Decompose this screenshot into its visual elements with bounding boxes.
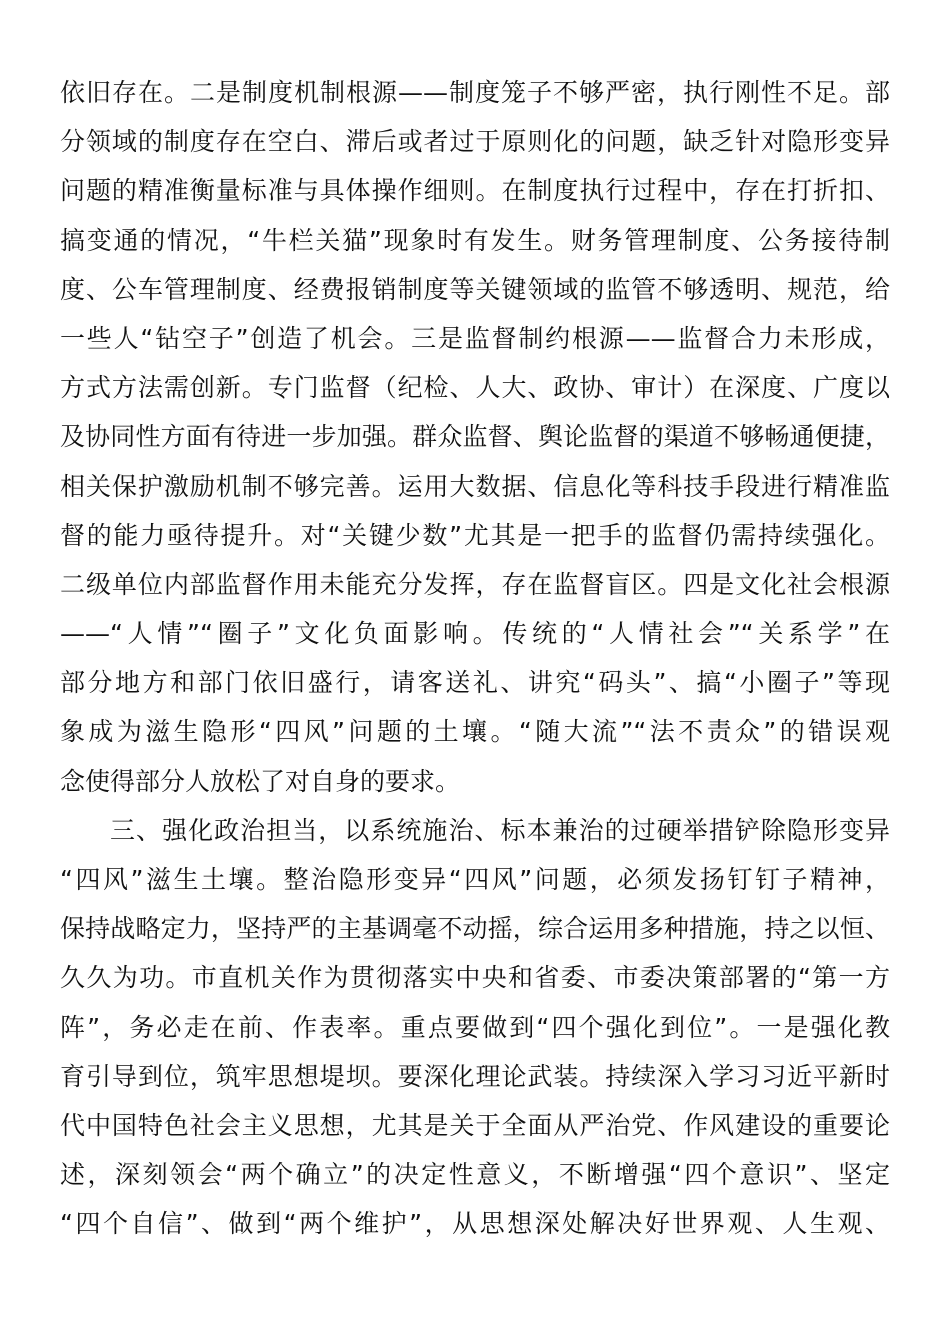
text-line: 依旧存在。二是制度机制根源——制度笼子不够严密，执行刚性不足。部 <box>60 78 890 107</box>
text-line: 象成为滋生隐形“四风”问题的土壤。“随大流”“法不责众”的错误观 <box>60 717 890 747</box>
text-line: 分领域的制度存在空白、滞后或者过于原则化的问题，缺乏针对隐形变异 <box>60 127 890 157</box>
text-line: 保持战略定力，坚持严的主基调毫不动摇，综合运用多种措施，持之以恒、 <box>60 914 890 944</box>
text-line: 相关保护激励机制不够完善。运用大数据、信息化等科技手段进行精准监 <box>60 471 890 501</box>
text-line: 问题的精准衡量标准与具体操作细则。在制度执行过程中，存在打折扣、 <box>60 176 890 206</box>
text-line: ——“人情”“圈子”文化负面影响。传统的“人情社会”“关系学”在 <box>60 619 890 649</box>
text-line: 一些人“钻空子”创造了机会。三是监督制约根源——监督合力未形成， <box>60 323 890 353</box>
text-line: 搞变通的情况，“牛栏关猫”现象时有发生。财务管理制度、公务接待制 <box>60 225 890 255</box>
text-line: 育引导到位，筑牢思想堤坝。要深化理论武装。持续深入学习习近平新时 <box>60 1061 890 1091</box>
text-line: 代中国特色社会主义思想，尤其是关于全面从严治党、作风建设的重要论 <box>60 1110 890 1140</box>
text-line: 方式方法需创新。专门监督（纪检、人大、政协、审计）在深度、广度以 <box>60 373 890 403</box>
text-line: “四个自信”、做到“两个维护”，从思想深处解决好世界观、人生观、 <box>60 1209 890 1239</box>
text-line: “四风”滋生土壤。整治隐形变异“四风”问题，必须发扬钉钉子精神， <box>60 865 890 894</box>
text-line: 久久为功。市直机关作为贯彻落实中央和省委、市委决策部署的“第一方 <box>60 963 890 993</box>
text-line: 述，深刻领会“两个确立”的决定性意义，不断增强“四个意识”、坚定 <box>60 1160 890 1190</box>
body-text <box>60 68 890 1249</box>
text-line: 阵”，务必走在前、作表率。重点要做到“四个强化到位”。一是强化教 <box>60 1012 890 1042</box>
paragraph-last-line: 念使得部分人放松了对自身的要求。 <box>60 766 461 796</box>
text-line: 督的能力亟待提升。对“关键少数”尤其是一把手的监督仍需持续强化。 <box>60 520 890 550</box>
text-line: 度、公车管理制度、经费报销制度等关键领域的监管不够透明、规范，给 <box>60 274 890 304</box>
section-heading-line: 三、强化政治担当，以系统施治、标本兼治的过硬举措铲除隐形变异 <box>110 815 890 845</box>
text-line: 部分地方和部门依旧盛行，请客送礼、讲究“码头”、搞“小圈子”等现 <box>60 668 890 698</box>
text-line: 及协同性方面有待进一步加强。群众监督、舆论监督的渠道不够畅通便捷， <box>60 422 890 452</box>
text-line: 二级单位内部监督作用未能充分发挥，存在监督盲区。四是文化社会根源 <box>60 569 890 599</box>
